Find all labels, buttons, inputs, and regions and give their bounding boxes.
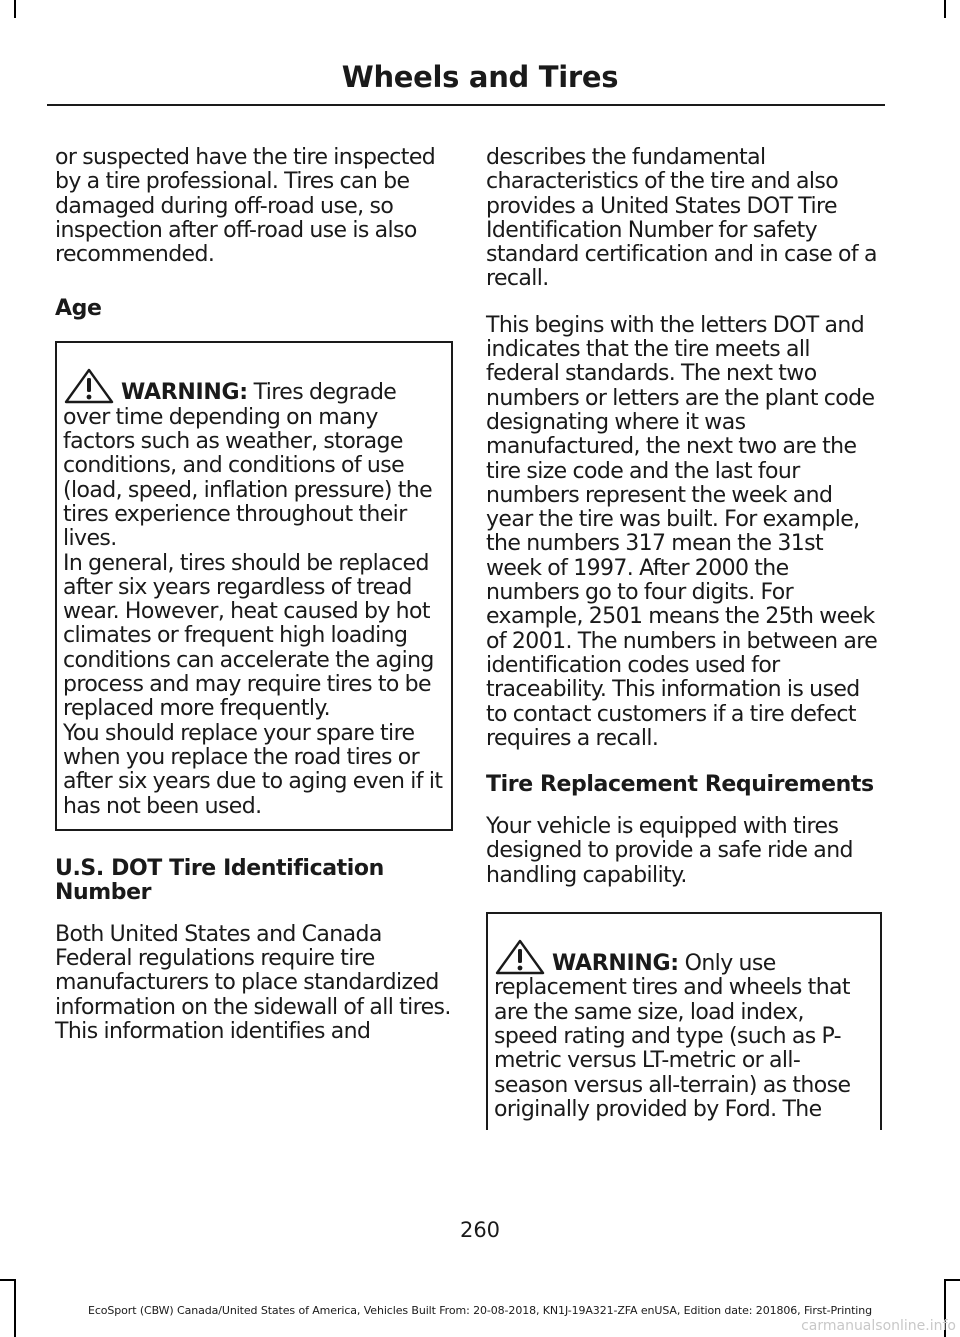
warning-label: WARNING: xyxy=(121,380,248,406)
watermark: carmanualsonline.info xyxy=(801,1318,956,1334)
crop-mark-top-right-vertical xyxy=(944,0,946,18)
age-warning-box xyxy=(55,341,453,830)
warning-paragraph-2: In general, tires should be replaced after six years regardless of tread wear. However, heat caused by hot climates or frequent high loading conditions can accelerate the aging process and may require tires to be replaced more frequently. xyxy=(63,550,434,722)
crop-mark-bottom-right-horizontal xyxy=(944,1279,960,1281)
right-column xyxy=(486,146,882,1130)
left-column xyxy=(55,146,453,1066)
header-divider xyxy=(47,104,885,106)
footer-text: EcoSport (CBW) Canada/United States of America, Vehicles Built From: 20-08-2018, KN1J-19A321-ZFA enUSA, Edition date: 201806, First-Printing xyxy=(87,1304,873,1317)
replacement-warning-paragraph xyxy=(494,938,872,1122)
age-warning-paragraph xyxy=(63,367,443,551)
characteristics-paragraph: describes the fundamental characteristics of the tire and also provides a United States DOT Tire Identification Number for safety standard certification and in case of a recall. xyxy=(486,145,877,292)
page-title: Wheels and Tires xyxy=(341,60,619,94)
warning-label: WARNING: xyxy=(552,951,679,977)
warning-paragraph-3: You should replace your spare tire when you replace the road tires or after six years due to aging even if it has not been used. xyxy=(63,720,443,819)
crop-mark-bottom-left-horizontal xyxy=(0,1279,16,1281)
warning-triangle-icon xyxy=(494,938,546,976)
crop-mark-top-left-vertical xyxy=(14,0,16,18)
warning-triangle-icon xyxy=(63,367,115,405)
dot-heading: U.S. DOT Tire Identification Number xyxy=(55,855,384,905)
warning-text: Only use replacement tires and wheels that are the same size, load index, speed rating and type (such as P-metric versus LT-metric or all-season versus all-terrain) as those originally provided by Ford. The xyxy=(494,951,851,1122)
age-heading: Age xyxy=(55,296,102,322)
warning-text: Tires degrade over time depending on many factors such as weather, storage conditions, and conditions of use (load, speed, inflation pressure) the tires experience throughout their lives. xyxy=(63,380,433,552)
page-number: 260 xyxy=(459,1218,501,1242)
replacement-heading: Tire Replacement Requirements xyxy=(486,772,874,798)
replacement-paragraph: Your vehicle is equipped with tires designed to provide a safe ride and handling capability. xyxy=(486,814,853,888)
dot-paragraph: Both United States and Canada Federal regulations require tire manufacturers to place standardized information on the sidewall of all tires. This information identifies and xyxy=(55,921,451,1045)
dot-explanation-paragraph: This begins with the letters DOT and indicates that the tire meets all federal standards. The next two numbers or letters are the plant code designating where it was manufactured, the next two are the tire size code and the last four numbers represent the week and year the tire was built. For example, the numbers 317 mean the 31st week of 1997. After 2000 the numbers go to four digits. For example, 2501 means the 25th week of 2001. The numbers in between are identification codes used for traceability. This information is used to contact customers if a tire defect requires a recall. xyxy=(486,312,878,751)
intro-paragraph: or suspected have the tire inspected by a tire professional. Tires can be damaged during off-road use, so inspection after off-road use is also recommended. xyxy=(55,145,436,268)
replacement-warning-box xyxy=(486,912,882,1130)
